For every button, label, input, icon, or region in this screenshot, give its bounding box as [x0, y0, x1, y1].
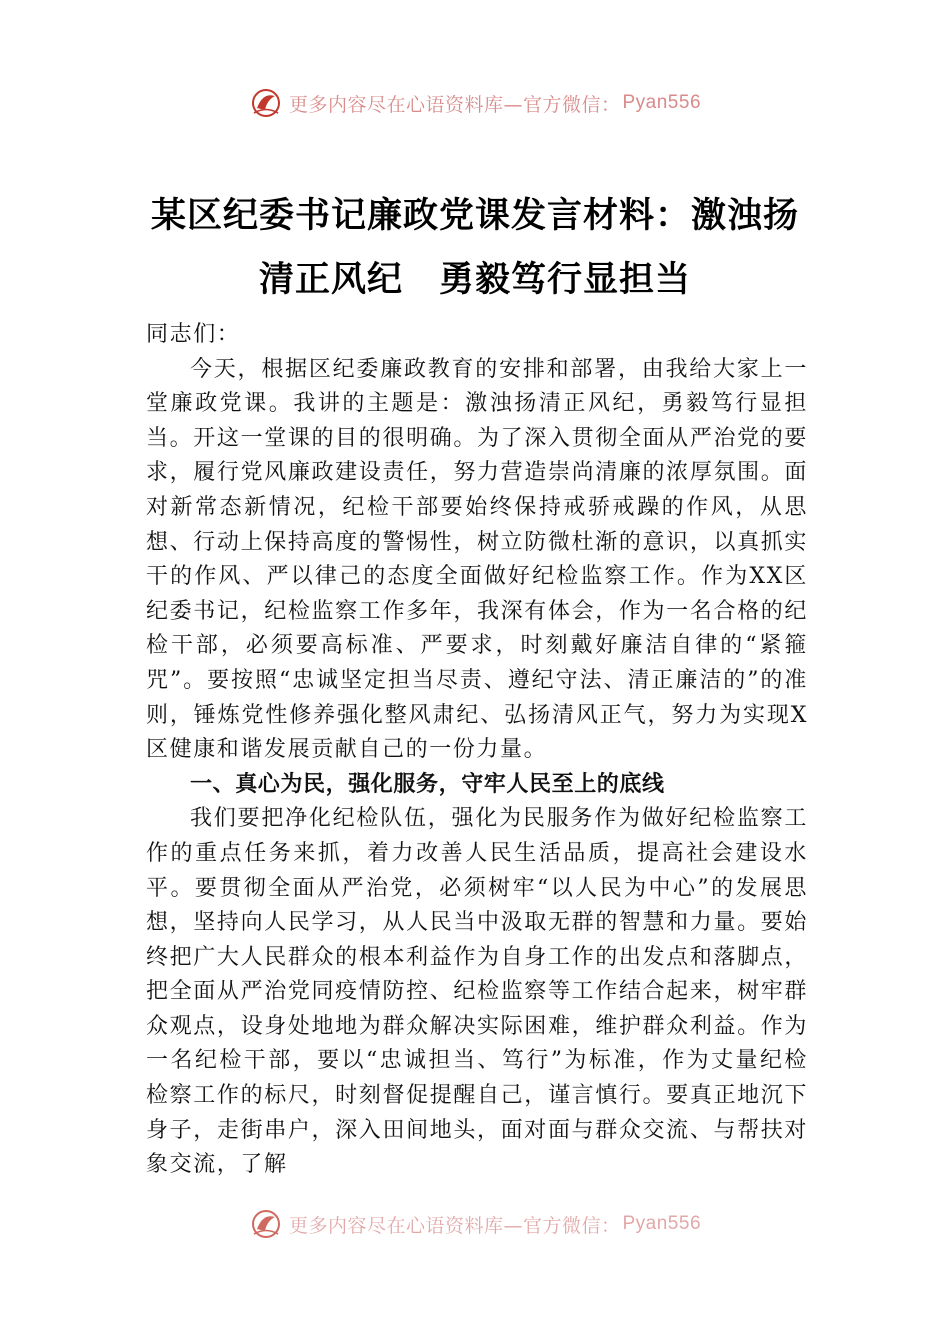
watermark-text: 更多内容尽在心语资料库—官方微信：	[288, 93, 621, 116]
section-heading-1: 一、真心为民，强化服务，守牢人民至上的底线	[190, 771, 665, 797]
watermark-handle: Pyan556	[622, 92, 702, 113]
salutation: 同志们：	[146, 322, 241, 347]
watermark-handle: Pyan556	[622, 1213, 702, 1234]
watermark-header	[0, 86, 950, 120]
pen-swirl-icon	[249, 1207, 283, 1241]
watermark-footer	[0, 1207, 950, 1241]
document-body	[146, 318, 808, 1183]
document-title	[120, 184, 830, 312]
title-line-2: 清正风纪 勇毅笃行显担当	[258, 259, 691, 300]
pen-swirl-icon	[249, 86, 283, 120]
section-1-paragraph: 我们要把净化纪检队伍，强化为民服务作为做好纪检监察工作的重点任务来抓，着力改善人民生活品质，提高社会建设水平。要贯彻全面从严治党，必须树牢“以人民为中心”的发展思想，坚持向人民学习，从人民当中汲取无群的智慧和力量。要始终把广大人民群众的根本利益作为自身工作的出发点和落脚点，把全面从严治党同疫情防控、纪检监察等工作结合起来，树牢群众观点，设身处地地为群众解决实际困难，维护群众利益。作为一名纪检干部，要以“忠诚担当、笃行”为标准，作为丈量纪检检察工作的标尺，时刻督促提醒自己，谨言慎行。要真正地沉下身子，走街串户，深入田间地头，面对面与群众交流、与帮扶对象交流，了解	[146, 806, 808, 1178]
watermark-text: 更多内容尽在心语资料库—官方微信：	[288, 1214, 621, 1237]
title-line-1: 某区纪委书记廉政党课发言材料：激浊扬	[150, 195, 799, 236]
intro-paragraph: 今天，根据区纪委廉政教育的安排和部署，由我给大家上一堂廉政党课。我讲的主题是：激浊扬清正风纪，勇毅笃行显担当。开这一堂课的目的很明确。为了深入贯彻全面从严治党的要求，履行党风廉政建设责任，努力营造崇尚清廉的浓厚氛围。面对新常态新情况，纪检干部要始终保持戒骄戒躁的作风，从思想、行动上保持高度的警惕性，树立防微杜渐的意识，以真抓实干的作风、严以律己的态度全面做好纪检监察工作。作为XX区纪委书记，纪检监察工作多年，我深有体会，作为一名合格的纪检干部，必须要高标准、严要求，时刻戴好廉洁自律的“紧箍咒”。要按照“忠诚坚定担当尽责、遵纪守法、清正廉洁的”的准则，锤炼党性修养强化整风肃纪、弘扬清风正气，努力为实现X区健康和谐发展贡献自己的一份力量。	[146, 356, 808, 763]
